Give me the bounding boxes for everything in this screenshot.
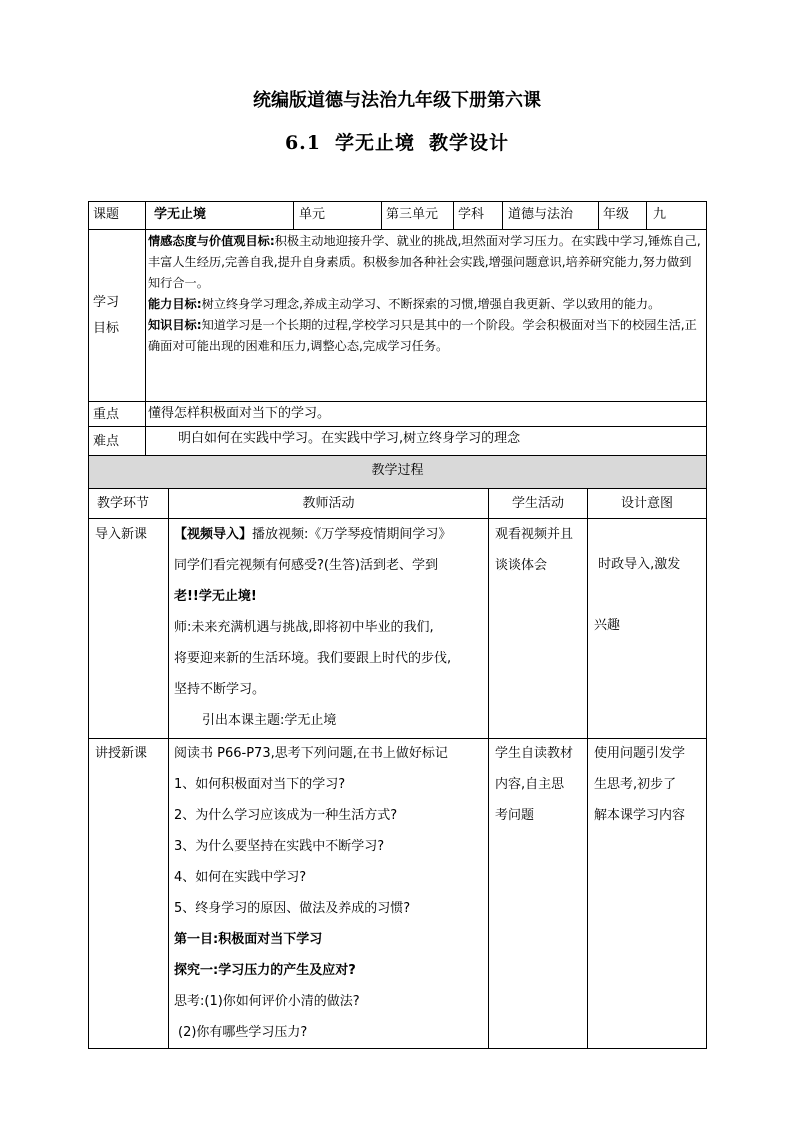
subject-label: 学科 — [458, 207, 485, 222]
ability-heading: 能力目标: — [148, 297, 202, 311]
intro-teacher-activity — [174, 519, 451, 736]
attitude-text: 积极主动地迎接升学、就业的挑战,坦然面对学习压力。在实践中学习,锤炼自己,丰富人生经历,完善自我,提升自身素质。积极参加各种社会实践,增强问题意识,培养研究能力,努力做到知行合一。 — [148, 234, 701, 290]
intro-student-activity — [495, 519, 573, 581]
grade-label: 年级 — [603, 207, 630, 222]
attitude-heading: 情感态度与价值观目标: — [148, 234, 275, 248]
lecture-teacher-activity — [174, 738, 448, 1048]
intro-teacher-line: 老!!学无止境! — [174, 589, 257, 604]
intro-teacher-line — [174, 519, 451, 550]
objectives-label-line2: 目标 — [93, 321, 120, 336]
key-point-text: 懂得怎样积极面对当下的学习。 — [148, 406, 331, 421]
lecture-student-line: 考问题 — [495, 808, 535, 823]
lecture-student-line: 学生自读教材 — [495, 746, 574, 761]
lecture-teacher-line: 阅读书 P66-P73,思考下列问题,在书上做好标记 — [174, 746, 448, 761]
lecture-teacher-line: (2)你有哪些学习压力? — [178, 1025, 308, 1040]
lecture-intent-line: 生思考,初步了 — [594, 777, 677, 792]
col-stage-header: 教学环节 — [97, 496, 150, 511]
unit-label: 单元 — [299, 207, 326, 222]
lecture-stage: 讲授新课 — [95, 746, 148, 761]
difficulty-label: 难点 — [93, 434, 120, 449]
intro-teacher-line: 师:未来充满机遇与挑战,即将初中毕业的我们, — [174, 620, 434, 635]
intro-student-line: 观看视频并且 — [495, 527, 574, 542]
document-title: 统编版道德与法治九年级下册第六课 — [253, 90, 541, 111]
key-point-label: 重点 — [93, 407, 120, 422]
lecture-student-activity — [495, 738, 573, 831]
document-subtitle — [0, 128, 794, 155]
lecture-intent-line: 解本课学习内容 — [594, 808, 686, 823]
knowledge-heading: 知识目标: — [148, 318, 202, 332]
intro-intent-line: 兴趣 — [594, 618, 621, 633]
lecture-teacher-line: 第一目:积极面对当下学习 — [174, 932, 323, 947]
video-intro-tag: 【视频导入】 — [174, 527, 253, 542]
lecture-teacher-line: 2、为什么学习应该成为一种生活方式? — [174, 808, 398, 823]
lecture-teacher-line: 5、终身学习的原因、做法及养成的习惯? — [174, 901, 411, 916]
lecture-teacher-line: 思考:(1)你如何评价小清的做法? — [174, 994, 360, 1009]
subject-value: 道德与法治 — [508, 207, 574, 222]
intro-teacher-line: 同学们看完视频有何感受?(生答)活到老、学到 — [174, 558, 439, 573]
unit-value: 第三单元 — [386, 207, 439, 222]
topic-value: 学无止境 — [154, 207, 207, 222]
intro-teacher-line: 坚持不断学习。 — [174, 682, 266, 697]
lecture-teacher-line: 4、如何在实践中学习? — [174, 870, 307, 885]
lecture-student-line: 内容,自主思 — [495, 777, 565, 792]
lesson-number: 6.1 — [284, 132, 322, 154]
lesson-suffix: 教学设计 — [429, 132, 510, 154]
difficulty-text: 明白如何在实践中学习。在实践中学习,树立终身学习的理念 — [178, 431, 521, 446]
knowledge-text: 知道学习是一个长期的过程,学校学习只是其中的一个阶段。学会积极面对当下的校园生活,正确面对可能出现的困难和压力,调整心态,完成学习任务。 — [148, 318, 697, 353]
lecture-teacher-line: 1、如何积极面对当下的学习? — [174, 777, 346, 792]
video-intro-text: 播放视频:《万学琴疫情期间学习》 — [252, 527, 452, 542]
process-title: 教学过程 — [371, 463, 424, 478]
intro-design-intent — [594, 519, 680, 671]
intro-teacher-line: 将要迎来新的生活环境。我们要跟上时代的步伐, — [174, 651, 452, 666]
lesson-name: 学无止境 — [335, 132, 416, 154]
grade-value: 九 — [653, 207, 667, 222]
col-student-header: 学生活动 — [511, 496, 564, 511]
objectives-label-line1: 学习 — [93, 295, 120, 310]
intro-stage: 导入新课 — [95, 527, 148, 542]
intro-intent-line: 时政导入,激发 — [594, 557, 681, 572]
lecture-teacher-line: 探究一:学习压力的产生及应对? — [174, 963, 356, 978]
ability-text: 树立终身学习理念,养成主动学习、不断探索的习惯,增强自我更新、学以致用的能力。 — [201, 297, 661, 311]
topic-label: 课题 — [93, 207, 120, 222]
intro-teacher-line: 引出本课主题:学无止境 — [202, 713, 337, 728]
intro-student-line: 谈谈体会 — [495, 558, 548, 573]
objectives-text — [148, 231, 703, 357]
col-intent-header: 设计意图 — [620, 496, 673, 511]
lecture-design-intent — [594, 738, 685, 831]
lecture-intent-line: 使用问题引发学 — [594, 746, 686, 761]
col-teacher-header: 教师活动 — [302, 496, 355, 511]
lecture-teacher-line: 3、为什么要坚持在实践中不断学习? — [174, 839, 385, 854]
